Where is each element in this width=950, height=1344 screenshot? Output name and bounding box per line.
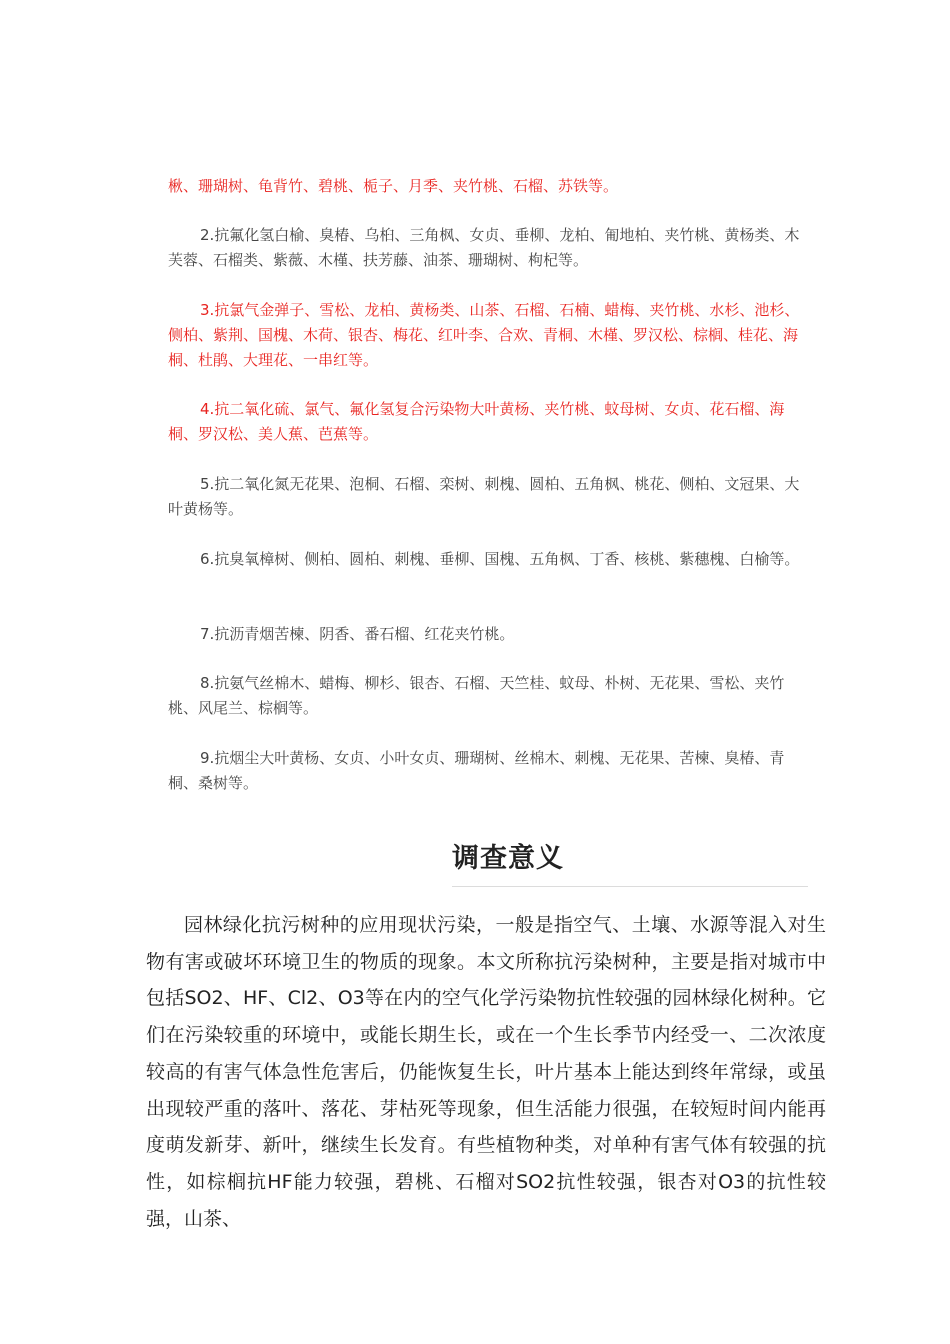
list-item-hf xyxy=(168,223,808,273)
list-item-ammonia xyxy=(168,671,808,721)
list-item-no2 xyxy=(168,472,808,522)
body-paragraph: 园林绿化抗污树种的应用现状污染，一般是指空气、土壤、水源等混入对生物有害或破坏环境卫生的物质的现象。本文所称抗污染树种，主要是指对城市中包括SO2、HF、Cl2、O3等在内的空气化学污染物抗性较强的园林绿化树种。它们在污染较重的环境中，或能长期生长，或在一个生长季节内经受一、二次浓度较高的有害气体急性危害后，仍能恢复生长，叶片基本上能达到终年常绿，或虽出现较严重的落叶、落花、芽枯死等现象，但生活能力很强，在较短时间内能再度萌发新芽、新叶，继续生长发育。有些植物种类，对单种有害气体有较强的抗性，如棕榈抗HF能力较强，碧桃、石榴对SO2抗性较强，银杏对O3的抗性较强，山茶、 xyxy=(146,914,826,1230)
list-item-text: 6.抗臭氧樟树、侧柏、圆柏、刺槐、垂柳、国槐、五角枫、丁香、核桃、紫穗槐、白榆等。 xyxy=(200,550,800,568)
list-item-text: 2.抗氟化氢白榆、臭椿、乌桕、三角枫、女贞、垂柳、龙柏、匍地柏、夹竹桃、黄杨类、木芙蓉、石榴类、紫薇、木槿、扶芳藤、油茶、珊瑚树、枸杞等。 xyxy=(168,226,800,269)
list-item-text: 8.抗氨气丝棉木、蜡梅、柳杉、银杏、石榴、天竺桂、蚊母、朴树、无花果、雪松、夹竹桃、风尾兰、棕榈等。 xyxy=(168,674,785,717)
list-item-continuation xyxy=(168,174,808,199)
list-item-text: 4.抗二氧化硫、氯气、氟化氢复合污染物大叶黄杨、夹竹桃、蚊母树、女贞、花石榴、海桐、罗汉松、美人蕉、芭蕉等。 xyxy=(168,400,785,443)
list-item-ozone xyxy=(168,547,808,572)
list-item-chlorine xyxy=(168,298,808,373)
list-item-text: 3.抗氯气金弹子、雪松、龙柏、黄杨类、山茶、石榴、石楠、蜡梅、夹竹桃、水杉、池杉、侧柏、紫荆、国槐、木荷、银杏、梅花、红叶李、合欢、青桐、木槿、罗汉松、棕榈、桂花、海桐、杜鹃、大理花、一串红等。 xyxy=(168,301,800,369)
list-item-text: 5.抗二氧化氮无花果、泡桐、石榴、栾树、刺槐、圆柏、五角枫、桃花、侧柏、文冠果、大叶黄杨等。 xyxy=(168,475,800,518)
list-item-asphalt xyxy=(168,622,808,647)
list-item-text: 楸、珊瑚树、龟背竹、碧桃、栀子、月季、夹竹桃、石榴、苏铁等。 xyxy=(168,177,619,195)
list-item-dust xyxy=(168,746,808,796)
section-body xyxy=(146,907,826,1237)
list-item-text: 9.抗烟尘大叶黄杨、女贞、小叶女贞、珊瑚树、丝棉木、刺槐、无花果、苦楝、臭椿、青桐、桑树等。 xyxy=(168,749,785,792)
title-divider xyxy=(452,886,808,887)
list-item-text: 7.抗沥青烟苦楝、阴香、番石榴、红花夹竹桃。 xyxy=(200,625,515,643)
list-item-composite xyxy=(168,397,808,447)
section-title: 调查意义 xyxy=(452,843,564,874)
